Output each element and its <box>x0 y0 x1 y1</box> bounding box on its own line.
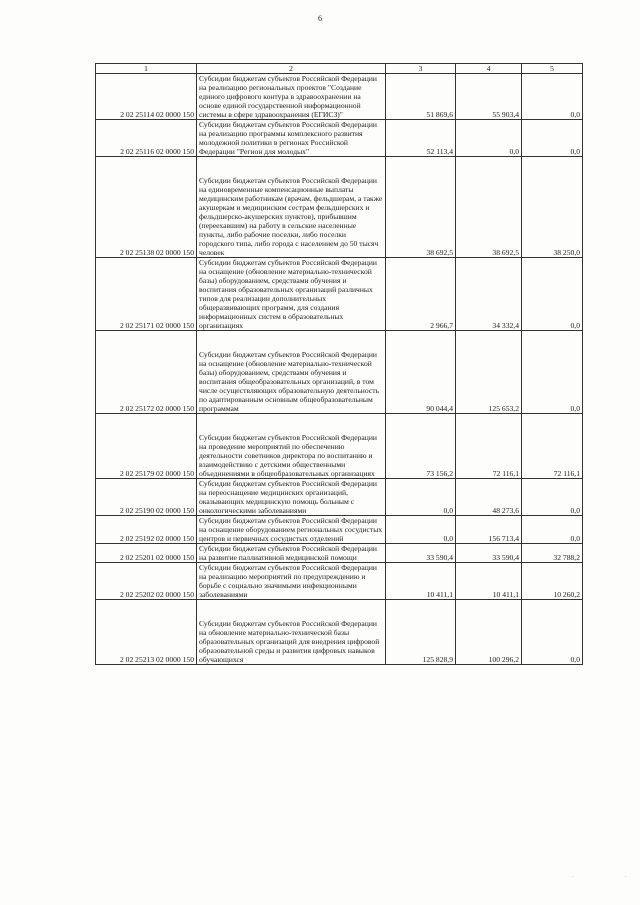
amount-col4-cell: 55 903,4 <box>456 74 522 120</box>
amount-col3-cell: 90 044,4 <box>386 331 456 414</box>
column-header-4: 4 <box>456 64 522 74</box>
amount-col4-cell: 48 273,6 <box>456 479 522 516</box>
amount-col5-cell: 0,0 <box>522 258 583 331</box>
table-row <box>96 258 583 331</box>
amount-col4-cell: 34 332,4 <box>456 258 522 331</box>
amount-col4-cell: 0,0 <box>456 120 522 157</box>
description-cell: Субсидии бюджетам субъектов Российской Федерации на развитие паллиативной медицинской помощи <box>197 544 386 563</box>
amount-col3-cell: 73 156,2 <box>386 414 456 479</box>
table-row <box>96 157 583 258</box>
table-row <box>96 544 583 563</box>
budget-code-cell: 2 02 25114 02 0000 150 <box>96 74 197 120</box>
amount-col3-cell: 38 692,5 <box>386 157 456 258</box>
amount-col5-cell: 0,0 <box>522 479 583 516</box>
amount-col5-cell: 0,0 <box>522 600 583 665</box>
footer-mark-left: · <box>572 875 574 880</box>
amount-col3-cell: 0,0 <box>386 479 456 516</box>
amount-col4-cell: 33 590,4 <box>456 544 522 563</box>
table-row <box>96 120 583 157</box>
column-header-1: 1 <box>96 64 197 74</box>
column-header-3: 3 <box>386 64 456 74</box>
amount-col3-cell: 10 411,1 <box>386 563 456 600</box>
description-cell: Субсидии бюджетам субъектов Российской Федерации на проведение мероприятий по обеспечению деятельности советников директора по воспитанию и взаимодействию с детскими общественными объединениями в общеобразовательных организациях <box>197 414 386 479</box>
description-cell: Субсидии бюджетам субъектов Российской Федерации на оснащение оборудованием региональных сосудистых центров и первичных сосудистых отделений <box>197 516 386 544</box>
amount-col5-cell: 38 250,0 <box>522 157 583 258</box>
description-cell: Субсидии бюджетам субъектов Российской Федерации на оснащение (обновление материально-технической базы) оборудованием, средствами обучения и воспитания образовательных организаций различных типов для реализации дополнительных общеразвивающих программ, для создания информационных систем в образовательных организациях <box>197 258 386 331</box>
budget-code-cell: 2 02 25192 02 0000 150 <box>96 516 197 544</box>
amount-col5-cell: 72 116,1 <box>522 414 583 479</box>
amount-col4-cell: 125 653,2 <box>456 331 522 414</box>
table-row <box>96 74 583 120</box>
budget-revenue-table <box>95 63 583 665</box>
table-row <box>96 600 583 665</box>
footer-mark-right: · <box>625 875 627 880</box>
amount-col4-cell: 100 296,2 <box>456 600 522 665</box>
description-cell: Субсидии бюджетам субъектов Российской Федерации на переоснащение медицинских организаций, оказывающих медицинскую помощь больным с онкологическими заболеваниями <box>197 479 386 516</box>
amount-col3-cell: 0,0 <box>386 516 456 544</box>
budget-code-cell: 2 02 25171 02 0000 150 <box>96 258 197 331</box>
amount-col3-cell: 51 869,6 <box>386 74 456 120</box>
amount-col3-cell: 2 966,7 <box>386 258 456 331</box>
amount-col3-cell: 33 590,4 <box>386 544 456 563</box>
description-cell: Субсидии бюджетам субъектов Российской Федерации на оснащение (обновление материально-технической базы) оборудованием, средствами обучения и воспитания общеобразовательных организаций, в том числе осуществляющих образовательную деятельность по адаптированным основным общеобразовательным программам <box>197 331 386 414</box>
amount-col5-cell: 32 788,2 <box>522 544 583 563</box>
table-row <box>96 563 583 600</box>
amount-col4-cell: 156 713,4 <box>456 516 522 544</box>
budget-code-cell: 2 02 25201 02 0000 150 <box>96 544 197 563</box>
amount-col5-cell: 0,0 <box>522 120 583 157</box>
table-row <box>96 516 583 544</box>
budget-code-cell: 2 02 25202 02 0000 150 <box>96 563 197 600</box>
budget-code-cell: 2 02 25138 02 0000 150 <box>96 157 197 258</box>
description-cell: Субсидии бюджетам субъектов Российской Федерации на реализацию программы комплексного развития молодежной политики в регионах Российской Федерации "Регион для молодых" <box>197 120 386 157</box>
table-row <box>96 331 583 414</box>
column-header-2: 2 <box>197 64 386 74</box>
budget-code-cell: 2 02 25213 02 0000 150 <box>96 600 197 665</box>
amount-col5-cell: 0,0 <box>522 74 583 120</box>
amount-col3-cell: 125 828,9 <box>386 600 456 665</box>
amount-col5-cell: 0,0 <box>522 516 583 544</box>
table-row <box>96 479 583 516</box>
description-cell: Субсидии бюджетам субъектов Российской Федерации на реализацию региональных проектов "Создание единого цифрового контура в здравоохранении на основе единой государственной информационной системы в сфере здравоохранения (ЕГИСЗ)" <box>197 74 386 120</box>
amount-col4-cell: 72 116,1 <box>456 414 522 479</box>
budget-code-cell: 2 02 25116 02 0000 150 <box>96 120 197 157</box>
table-row <box>96 414 583 479</box>
page-number: 6 <box>318 14 322 23</box>
description-cell: Субсидии бюджетам субъектов Российской Федерации на единовременные компенсационные выплаты медицинским работникам (врачам, фельдшерам, а также акушеркам и медицинским сестрам фельдшерских и фельдшерско-акушерских пунктов), прибывшим (переехавшим) на работу в сельские населенные пункты, либо рабочие поселки, либо поселки городского типа, либо города с населением до 50 тысяч человек <box>197 157 386 258</box>
budget-code-cell: 2 02 25179 02 0000 150 <box>96 414 197 479</box>
amount-col5-cell: 0,0 <box>522 331 583 414</box>
amount-col4-cell: 38 692,5 <box>456 157 522 258</box>
column-header-5: 5 <box>522 64 583 74</box>
amount-col4-cell: 10 411,1 <box>456 563 522 600</box>
description-cell: Субсидии бюджетам субъектов Российской Федерации на реализацию мероприятий по предупреждению и борьбе с социально значимыми инфекционными заболеваниями <box>197 563 386 600</box>
budget-code-cell: 2 02 25172 02 0000 150 <box>96 331 197 414</box>
table-header-row <box>96 64 583 74</box>
description-cell: Субсидии бюджетам субъектов Российской Федерации на обновление материально-технической базы образовательных организаций для внедрения цифровой образовательной среды и развития цифровых навыков обучающихся <box>197 600 386 665</box>
amount-col5-cell: 10 260,2 <box>522 563 583 600</box>
budget-code-cell: 2 02 25190 02 0000 150 <box>96 479 197 516</box>
amount-col3-cell: 52 113,4 <box>386 120 456 157</box>
